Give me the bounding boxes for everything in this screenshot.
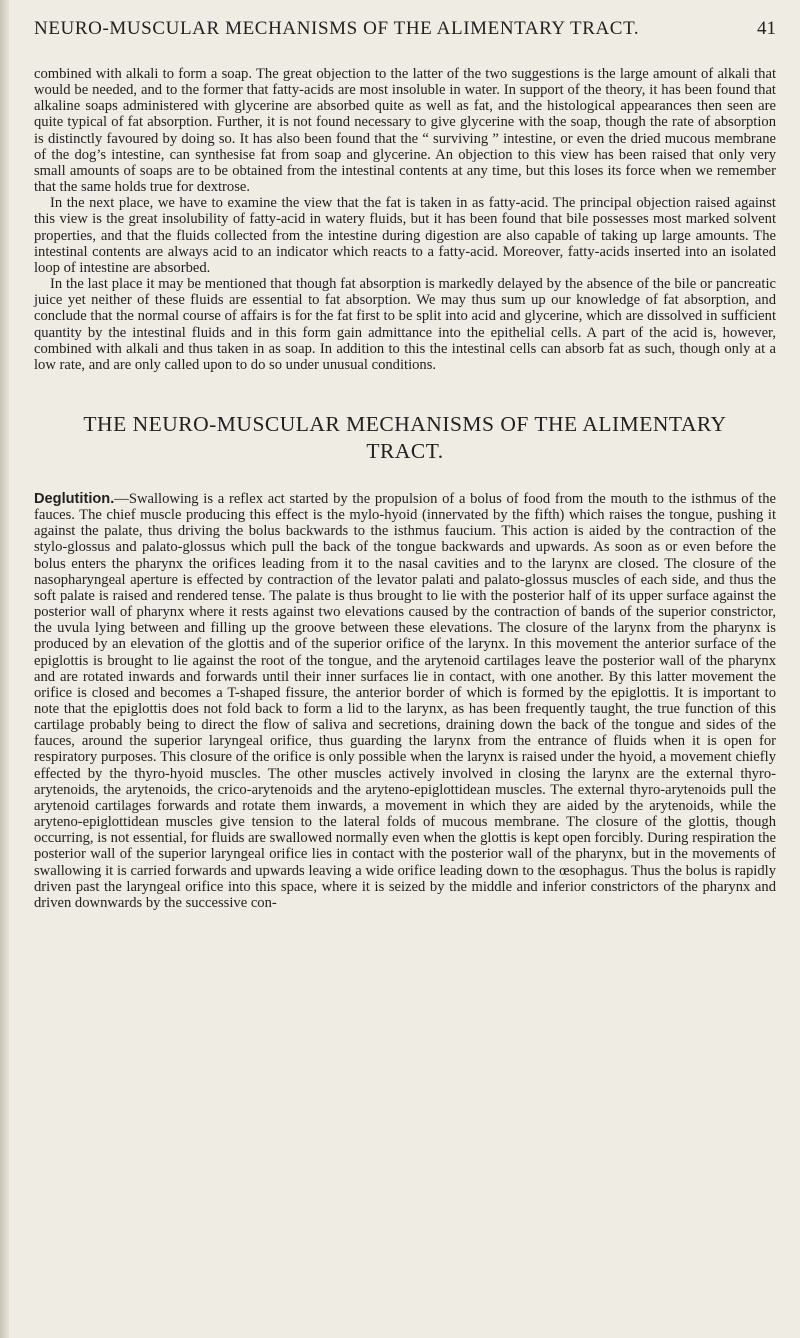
section-heading-line-1: THE NEURO-MUSCULAR MECHANISMS OF THE ALIMENTARY bbox=[83, 411, 727, 436]
paragraph-deglutition bbox=[34, 491, 776, 911]
running-header bbox=[34, 18, 776, 44]
paragraph-fatty-acid-view: In the next place, we have to examine the view that the fat is taken in as fatty-acid. The principal objection raised against this view is the great insolubility of fatty-acid in watery fluids, but it has been found that bile possesses most marked solvent properties, and that the fluids collected from the intestine during digestion are also capable of taking up large amounts. The intestinal contents are always acid to an indicator which reacts to a fatty-acid. Moreover, fatty-acids inserted into an isolated loop of intestine are absorbed. bbox=[34, 195, 776, 276]
section-heading-line-2: TRACT. bbox=[366, 438, 444, 463]
running-title: NEURO-MUSCULAR MECHANISMS OF THE ALIMENTARY TRACT. bbox=[34, 18, 640, 39]
body-text bbox=[34, 66, 776, 911]
page-binding-edge bbox=[0, 0, 9, 1338]
paragraph-fat-absorption-soap: combined with alkali to form a soap. The great objection to the latter of the two suggestions is the large amount of alkali that would be needed, and to the former that fatty-acids are most insoluble in water. In support of the theory, it has been found that alkaline soaps administered with glycerine are absorbed quite as well as fat, and the histological appearances then seen are quite typical of fat absorption. Further, it is not found necessary to give glycerine with the soap, though the rate of absorption is distinctly favoured by doing so. It has also been found that the “ surviving ” intestine, or even the dried mucous membrane of the dog’s intestine, can synthesise fat from soap and glycerine. An objection to this view has been raised that only very small amounts of soaps are to be obtained from the intestinal contents at any time, but this loses its force when we remember that the same holds true for dextrose. bbox=[34, 66, 776, 196]
section-heading bbox=[34, 411, 776, 465]
page-number: 41 bbox=[757, 18, 776, 39]
paragraph-fat-absorption-summary: In the last place it may be mentioned that though fat absorption is markedly delayed by the absence of the bile or pancreatic juice yet neither of these fluids are essential to fat absorption. We may thus sum up our knowledge of fat absorption, and conclude that the normal course of affairs is for the fat first to be split into acid and glycerine, which are dissolved in sufficient quantity by the intestinal fluids and in this form gain admittance into the epithelial cells. A part of the acid is, however, combined with alkali and thus taken in as soap. In addition to this the intestinal cells can absorb fat as such, though only at a low rate, and are only called upon to do so under unusual conditions. bbox=[34, 276, 776, 373]
deglutition-body: —Swallowing is a reflex act started by the propulsion of a bolus of food from the mouth to the isthmus of the fauces. The chief muscle producing this effect is the mylo-hyoid (innervated by the fifth) which raises the tongue, pushing it against the palate, thus driving the bolus backwards to the isthmus faucium. This action is aided by the contraction of the stylo-glossus and palato-glossus which pull the back of the tongue backwards and upwards. As soon as or even before the bolus enters the pharynx the orifices leading from it to the nasal cavities and to the larynx are closed. The closure of the nasopharyngeal aperture is effected by contraction of the levator palati and palato-glossus muscles of each side, and thus the soft palate is raised and rendered tense. The palate is thus brought to lie with the posterior half of its upper surface against the posterior wall of pharynx where it rests against two elevations caused by the contraction of bands of the superior constrictor, the uvula lying between and filling up the groove between these elevations. The closure of the larynx from the pharynx is produced by an elevation of the glottis and of the superior orifice of the larynx. In this movement the anterior surface of the epiglottis is brought to lie against the root of the tongue, and the arytenoid cartilages leave the posterior wall of the pharynx and are rotated inwards and forwards until their inner surfaces lie in contact, with one another. By this latter movement the orifice is closed and becomes a T-shaped fissure, the anterior border of which is formed by the epiglottis. It is important to note that the epiglottis does not fold back to form a lid to the larynx, as has been frequently taught, the true function of this cartilage probably being to direct the flow of saliva and secretions, draining down the back of the tongue and sides of the fauces, around the superior laryngeal orifice, thus guarding the larynx from the entrance of fluids when it is open for respiratory purposes. This closure of the orifice is only possible when the larynx is raised under the hyoid, a movement chiefly effected by the thyro-hyoid muscles. The other muscles actively involved in closing the larynx are the external thyro-arytenoids, the arytenoids, the crico-arytenoids and the aryteno-epiglottidean muscles. The external thyro-arytenoids pull the arytenoid cartilages forwards and rotate them inwards, a movement in which they are aided by the arytenoids, while the aryteno-epiglottidean muscles give tension to the lateral folds of mucous membrane. The closure of the glottis, though occurring, is not essential, for fluids are swallowed normally even when the glottis is kept open forcibly. During respiration the posterior wall of the superior laryngeal orifice lies in contact with the posterior wall of the pharynx, but in the movements of swallowing it is carried forwards and upwards leaving a wide orifice leading down to the œsophagus. Thus the bolus is rapidly driven past the laryngeal orifice into this space, where it is seized by the middle and inferior constrictors of the pharynx and driven downwards by the successive con- bbox=[34, 490, 776, 911]
run-in-heading-deglutition: Deglutition. bbox=[34, 490, 115, 507]
